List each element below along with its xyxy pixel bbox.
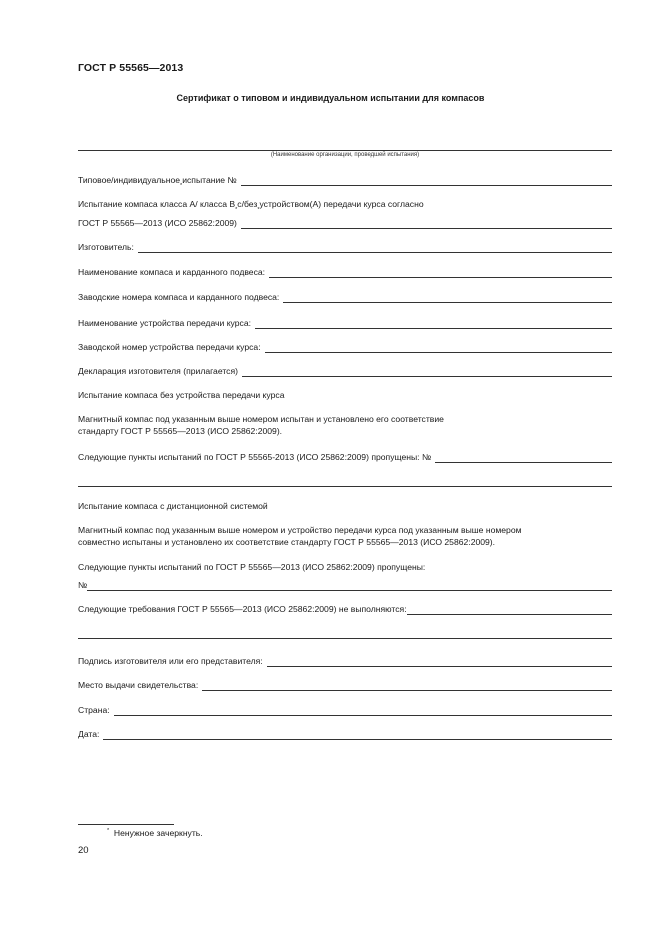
compass-class-label: Испытание компаса класса А/ класса В xyxy=(78,199,236,209)
transmitter-name-row xyxy=(78,318,612,329)
serial-numbers-label: Заводские номера компаса и карданного подвеса: xyxy=(78,292,280,302)
footnote-divider xyxy=(78,824,174,825)
place-field[interactable] xyxy=(202,681,612,691)
test-number-field[interactable] xyxy=(241,176,612,186)
compass-class-label-end: устройством(А) передачи курса согласно xyxy=(259,199,424,209)
serial-numbers-row xyxy=(78,292,612,303)
section1-heading: Испытание компаса без устройства передачи курса xyxy=(78,390,285,400)
place-row xyxy=(78,680,612,691)
standard-header: ГОСТ Р 55565—2013 xyxy=(78,62,184,74)
certificate-title: Сертификат о типовом и индивидуальном испытании для компасов xyxy=(176,93,485,103)
section1-omitted-continuation-line[interactable] xyxy=(78,486,612,487)
compass-name-label: Наименование компаса и карданного подвеса: xyxy=(78,267,266,277)
section1-text-line1: Магнитный компас под указанным выше номером испытан и установлено его соответствие xyxy=(78,414,444,424)
section2-number-row xyxy=(78,580,612,591)
section2-text-line2: совместно испытаны и установлено их соответствие стандарту ГОСТ Р 55565—2013 (ИСО 25862:2009). xyxy=(78,537,496,547)
not-met-label: Следующие требования ГОСТ Р 55565—2013 (ИСО 25862:2009) не выполняются: xyxy=(78,604,407,614)
compass-name-row xyxy=(78,267,612,278)
compass-class-row: Испытание компаса класса А/ класса В * с/без * устройством(А) передачи курса согласно xyxy=(78,199,424,213)
organization-caption: (Наименование организации, проведшей испытания) xyxy=(270,152,420,158)
section2-heading: Испытание компаса с дистанционной системой xyxy=(78,501,268,511)
declaration-field[interactable] xyxy=(242,367,612,377)
compass-name-field[interactable] xyxy=(269,268,612,278)
place-label: Место выдачи свидетельства: xyxy=(78,680,199,690)
not-met-row xyxy=(78,604,612,615)
section1-text-line2: стандарту ГОСТ Р 55565—2013 (ИСО 25862:2009). xyxy=(78,426,283,436)
compass-class-label-mid: с/без xyxy=(237,199,258,209)
footnote-mark: * xyxy=(107,828,110,834)
page-number: 20 xyxy=(78,845,89,856)
section1-omitted-field[interactable] xyxy=(435,453,612,463)
country-label: Страна: xyxy=(78,705,110,715)
number-sign-label: № xyxy=(78,580,88,590)
footnote-text: Ненужное зачеркнуть. xyxy=(113,828,203,838)
section1-omitted-label: Следующие пункты испытаний по ГОСТ Р 55565-2013 (ИСО 25862:2009) пропущены: № xyxy=(78,452,432,462)
test-type-row: Типовое/индивидуальное * испытание № xyxy=(78,175,612,186)
transmitter-serial-field[interactable] xyxy=(265,343,612,353)
footnote xyxy=(107,828,203,838)
declaration-row xyxy=(78,366,612,377)
date-label: Дата: xyxy=(78,729,100,739)
country-row xyxy=(78,705,612,716)
not-met-continuation-line[interactable] xyxy=(78,638,612,639)
serial-numbers-field[interactable] xyxy=(283,293,612,303)
manufacturer-row xyxy=(78,242,612,253)
gost-ref-field[interactable] xyxy=(241,219,612,229)
section2-text-line1: Магнитный компас под указанным выше номером и устройство передачи курса под указанным выше номером xyxy=(78,525,522,535)
section1-omitted-row xyxy=(78,452,612,463)
date-row xyxy=(78,729,612,740)
date-field[interactable] xyxy=(103,730,612,740)
signature-row xyxy=(78,656,612,667)
test-type-label-suffix: испытание № xyxy=(182,175,237,185)
not-met-field[interactable] xyxy=(407,605,612,615)
organization-name-line[interactable] xyxy=(78,150,612,151)
country-field[interactable] xyxy=(114,706,612,716)
test-type-label: Типовое/индивидуальное xyxy=(78,175,181,185)
signature-label: Подпись изготовителя или его представителя: xyxy=(78,656,263,666)
manufacturer-label: Изготовитель: xyxy=(78,242,134,252)
transmitter-serial-label: Заводской номер устройства передачи курса: xyxy=(78,342,261,352)
section2-omitted-field[interactable] xyxy=(87,581,612,591)
signature-field[interactable] xyxy=(267,657,612,667)
transmitter-name-field[interactable] xyxy=(255,319,612,329)
declaration-label: Декларация изготовителя (прилагается) xyxy=(78,366,238,376)
gost-ref-label: ГОСТ Р 55565—2013 (ИСО 25862:2009) xyxy=(78,218,237,228)
transmitter-serial-row xyxy=(78,342,612,353)
manufacturer-field[interactable] xyxy=(138,243,612,253)
section2-omitted-label: Следующие пункты испытаний по ГОСТ Р 55565—2013 (ИСО 25862:2009) пропущены: xyxy=(78,562,426,572)
gost-ref-row xyxy=(78,218,612,229)
transmitter-name-label: Наименование устройства передачи курса: xyxy=(78,318,251,328)
